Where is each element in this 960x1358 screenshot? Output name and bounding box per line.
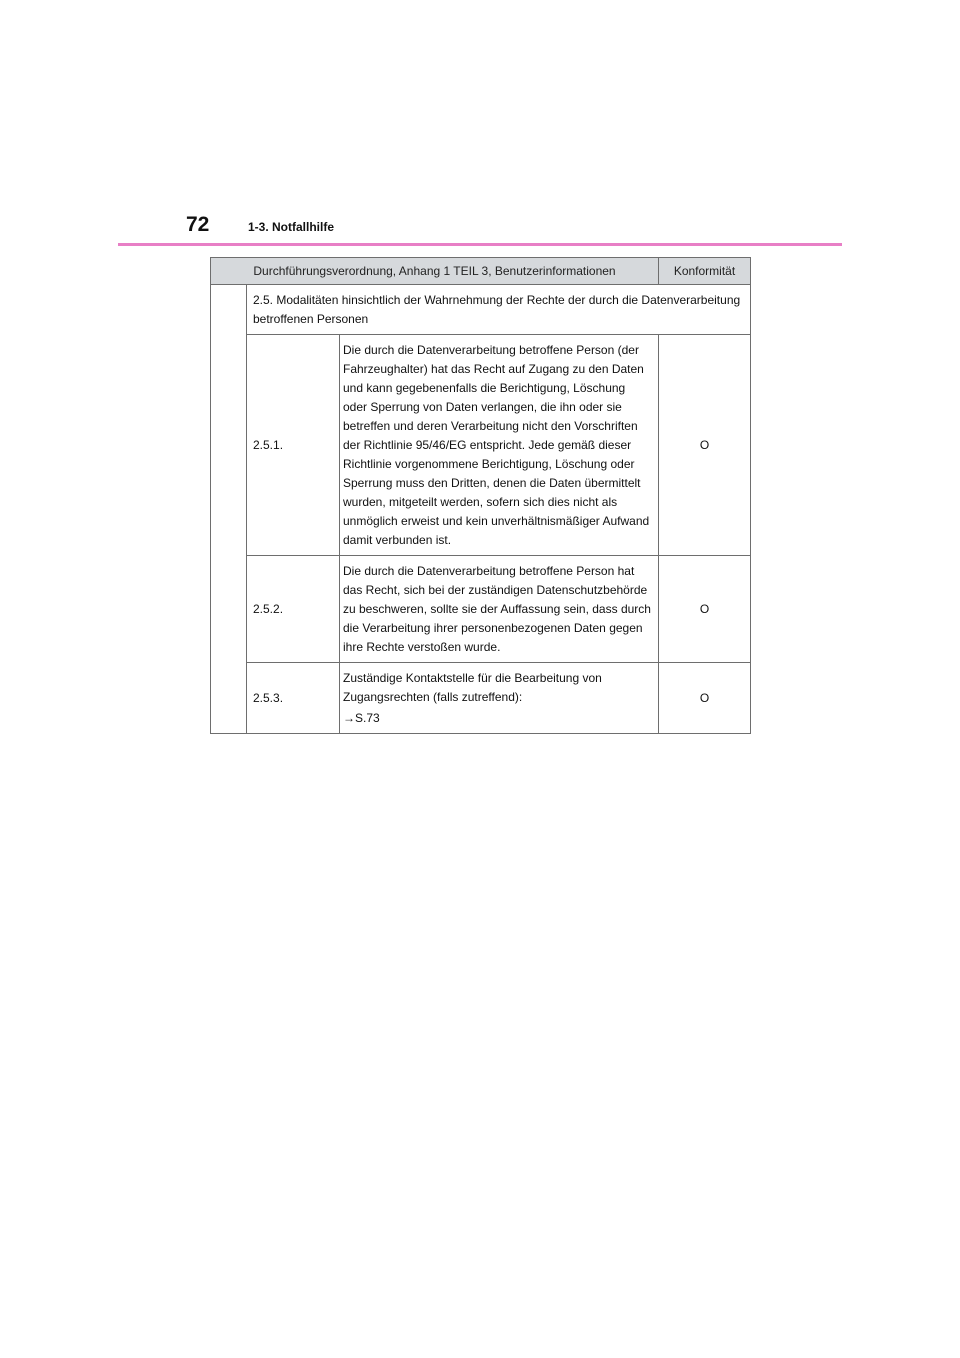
page-reference[interactable] <box>343 709 652 728</box>
regulation-table <box>210 257 751 734</box>
table-row <box>211 335 751 556</box>
section-title: 1-3. Notfallhilfe <box>248 220 335 234</box>
page-reference-label: S.73 <box>355 711 380 725</box>
table-header-row <box>211 258 751 285</box>
column-header-regulation: Durchführungsverordnung, Anhang 1 TEIL 3, Benutzerinformationen <box>211 258 659 285</box>
page-number: 72 <box>186 213 210 236</box>
table-row <box>211 663 751 734</box>
table-row <box>211 285 751 335</box>
arrow-right-icon: → <box>343 711 355 725</box>
row-number: 2.5.2. <box>247 556 340 663</box>
header-rule <box>118 243 842 246</box>
table-row <box>211 556 751 663</box>
conformity-mark: O <box>659 335 751 556</box>
conformity-mark: O <box>659 663 751 734</box>
row-text: Die durch die Datenverarbeitung betroffene Person hat das Recht, sich bei der zuständigen Datenschutzbehörde zu beschweren, sollte sie der Auffassung sein, dass durch die Verarbeitung ihrer personenbezogenen Daten gegen ihre Rechte verstoßen wurde. <box>340 556 659 663</box>
section-heading-cell: 2.5. Modalitäten hinsichtlich der Wahrnehmung der Rechte der durch die Datenverarbeitung betroffenen Personen <box>247 285 751 335</box>
column-header-conformity: Konformität <box>659 258 751 285</box>
row-text-cell <box>340 663 659 734</box>
row-text: Die durch die Datenverarbeitung betroffene Person (der Fahrzeughalter) hat das Recht auf Zugang zu den Daten und kann gegebenenfalls die Berichtigung, Löschung oder Sperrung von Daten verlangen, die ihn oder sie betreffen und deren Verarbeitung nicht den Vorschriften der Richtlinie 95/46/EG entspricht. Jede gemäß dieser Richtlinie vorgenommene Berichtigung, Löschung oder Sperrung muss den Dritten, denen die Daten übermittelt wurden, mitgeteilt werden, sofern sich dies nicht als unmöglich erweist und kein unverhältnismäßiger Aufwand damit verbunden ist. <box>340 335 659 556</box>
row-number: 2.5.3. <box>247 663 340 734</box>
conformity-mark: O <box>659 556 751 663</box>
row-number: 2.5.1. <box>247 335 340 556</box>
row-text: Zuständige Kontaktstelle für die Bearbeitung von Zugangsrechten (falls zutreffend): <box>343 671 602 704</box>
indent-cell <box>211 285 247 734</box>
